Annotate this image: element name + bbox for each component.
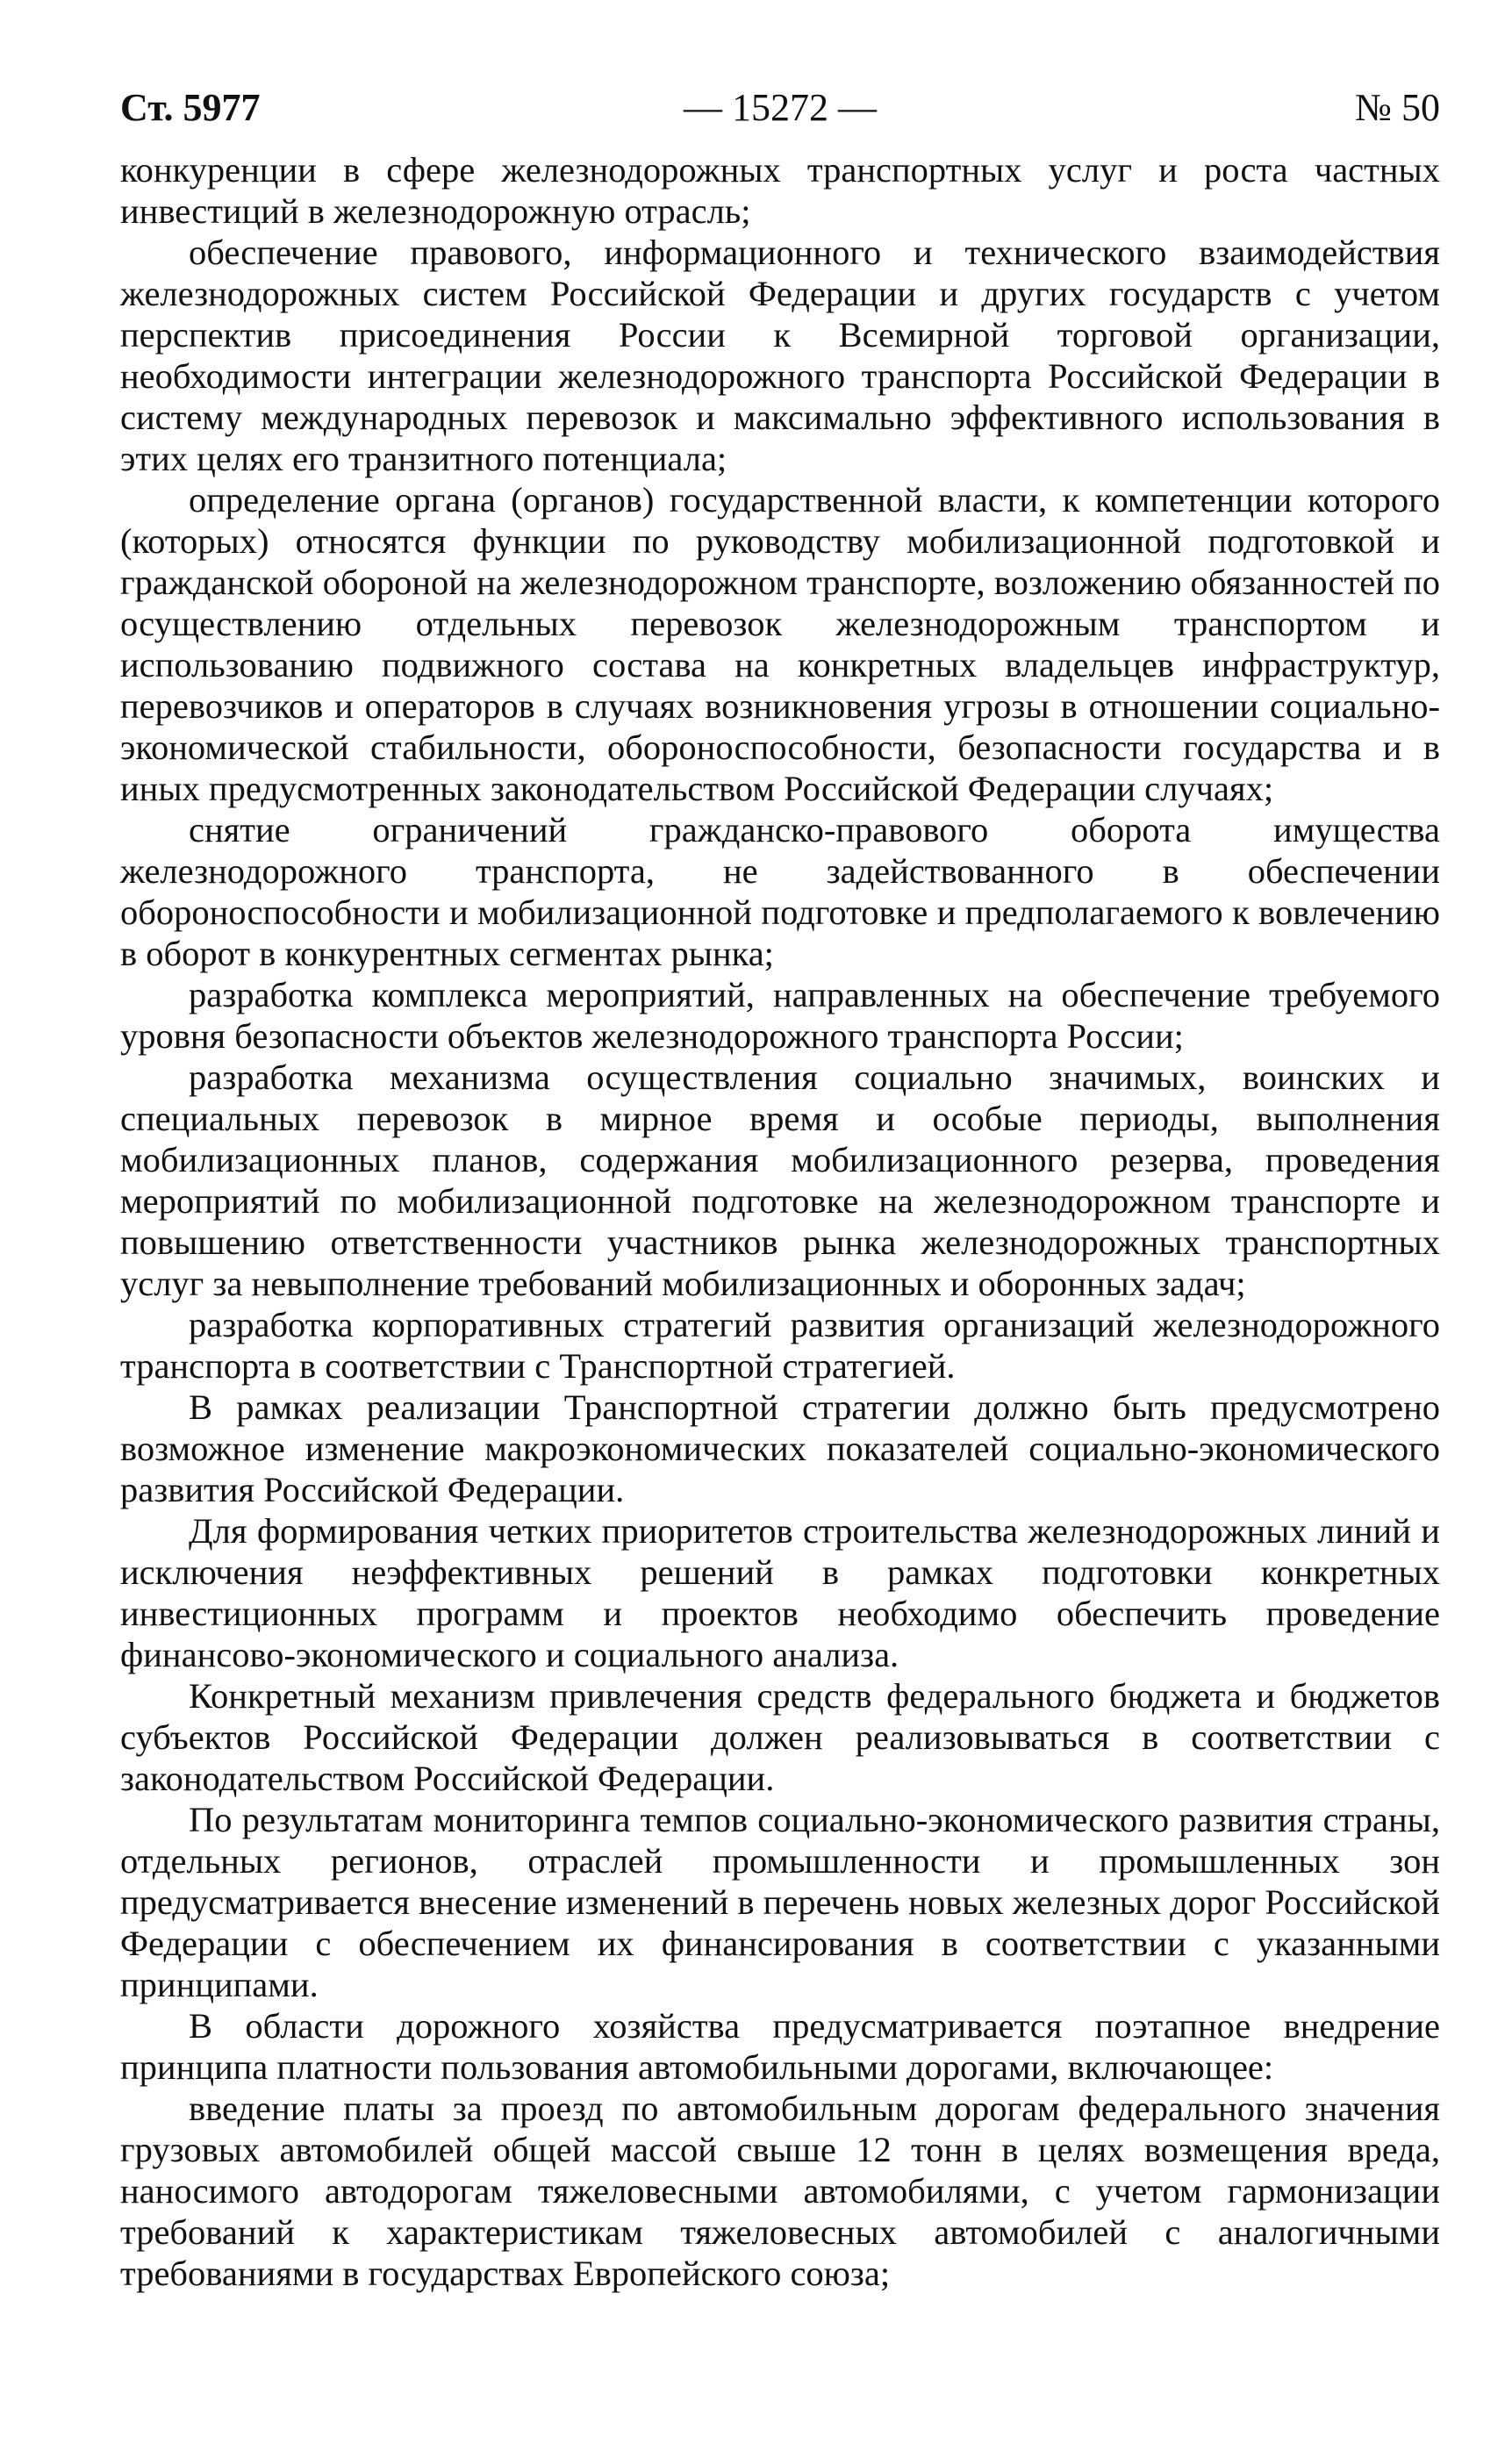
paragraph-4: снятие ограничений гражданско-правового оборота имущества железнодорожного транспорта, не задействованного в обеспечении обороноспособности и мобилизационной подготовке и предполагаемого к вовлечению в оборот в конкурентных сегментах рынка; (120, 810, 1440, 973)
paragraph-11: По результатам мониторинга темпов социально-экономического развития страны, отдельных регионов, отраслей промышленности и промышленных зон предусматривается внесение изменений в перечень новых железных дорог Российской Федерации с обеспечением их финансирования в соответствии с указанными принципами. (120, 1800, 1440, 2004)
issue-number: № 50 (1355, 86, 1440, 129)
page-number: — 15272 — (684, 86, 877, 129)
paragraph-8: В рамках реализации Транспортной стратегии должно быть предусмотрено возможное изменение макроэкономических показателей социально-экономического развития Российской Федерации. (120, 1387, 1440, 1509)
paragraph-10: Конкретный механизм привлечения средств федерального бюджета и бюджетов субъектов Российской Федерации должен реализовываться в соответствии с законодательством Российской Федерации. (120, 1676, 1440, 1798)
paragraph-12: В области дорожного хозяйства предусматривается поэтапное внедрение принципа платности пользования автомобильными дорогами, включающее: (120, 2006, 1440, 2087)
article-number: Ст. 5977 (120, 86, 261, 129)
paragraph-2: обеспечение правового, информационного и технического взаимодействия железнодорожных систем Российской Федерации и других государств с учетом перспектив присоединения России к Всемирной торговой организации, необходимости интеграции железнодорожного транспорта Российской Федерации в систему международных перевозок и максимально эффективного использования в этих целях его транзитного потенциала; (120, 233, 1440, 478)
paragraph-7: разработка корпоративных стратегий развития организаций железнодорожного транспорта в соответствии с Транспортной стратегией. (120, 1305, 1440, 1386)
document-body (120, 149, 1440, 2294)
paragraph-5: разработка комплекса мероприятий, направленных на обеспечение требуемого уровня безопасности объектов железнодорожного транспорта России; (120, 975, 1440, 1056)
paragraph-6: разработка механизма осуществления социально значимых, воинских и специальных перевозок в мирное время и особые периоды, выполнения мобилизационных планов, содержания мобилизационного резерва, проведения мероприятий по мобилизационной подготовке на железнодорожном транспорте и повышению ответственности участников рынка железнодорожных транспортных услуг за невыполнение требований мобилизационных и оборонных задач; (120, 1057, 1440, 1303)
paragraph-1: конкуренции в сфере железнодорожных транспортных услуг и роста частных инвестиций в железнодорожную отрасль; (120, 150, 1440, 231)
paragraph-9: Для формирования четких приоритетов строительства железнодорожных линий и исключения неэффективных решений в рамках подготовки конкретных инвестиционных программ и проектов необходимо обеспечить проведение финансово-экономического и социального анализа. (120, 1511, 1440, 1674)
paragraph-13: введение платы за проезд по автомобильным дорогам федерального значения грузовых автомобилей общей массой свыше 12 тонн в целях возмещения вреда, наносимого автодорогам тяжеловесными автомобилями, с учетом гармонизации требований к характеристикам тяжеловесных автомобилей с аналогичными требованиями в государствах Европейского союза; (120, 2089, 1440, 2293)
page-header (120, 81, 1440, 135)
paragraph-3: определение органа (органов) государственной власти, к компетенции которого (которых) относятся функции по руководству мобилизационной подготовкой и гражданской обороной на железнодорожном транспорте, возложению обязанностей по осуществлению отдельных перевозок железнодорожным транспортом и использованию подвижного состава на конкретных владельцев инфраструктур, перевозчиков и операторов в случаях возникновения угрозы в отношении социально-экономической стабильности, обороноспособности, безопасности государства и в иных предусмотренных законодательством Российской Федерации случаях; (120, 480, 1440, 808)
